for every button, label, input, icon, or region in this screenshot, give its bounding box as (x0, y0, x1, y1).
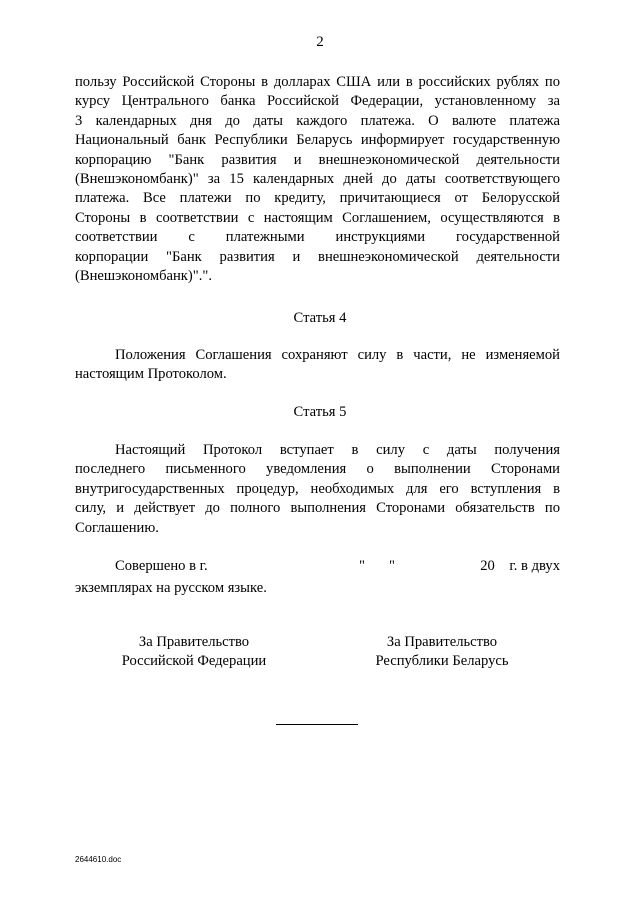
signature-line: Республики Беларусь (375, 653, 509, 670)
date-quote-close: " (389, 558, 395, 574)
signature-line: За Правительство (138, 634, 250, 650)
paragraph-line: 3 календарных дня до даты каждого платежа. О валюте платежа (75, 112, 560, 129)
paragraph-line: Стороны в соответствии с настоящим Соглашением, осуществляются в (75, 209, 560, 226)
article-5-text (75, 441, 560, 538)
paragraph-line: Настоящий Протокол вступает в силу с даты получения (115, 442, 560, 458)
end-separator-line (276, 724, 358, 725)
paragraph-line: пользу Российской Стороны в долларах США или в российских рублях по (75, 74, 560, 90)
date-quote-open: " (359, 558, 365, 574)
article-5-heading: Статья 5 (293, 404, 347, 420)
paragraph-line: экземплярах на русском языке. (75, 580, 267, 596)
paragraph-line: силу, и действует до полного выполнения Сторонами обязательств по (75, 500, 560, 517)
paragraph-line: платежа. Все платежи по кредиту, причитающиеся от Белорусской (75, 190, 560, 207)
paragraph-line: (Внешэкономбанк)" за 15 календарных дней до даты соответствующего (75, 170, 560, 187)
signature-line: Российской Федерации (121, 653, 267, 670)
paragraph-line: корпорацию "Банк развития и внешнеэкономической деятельности (75, 151, 560, 168)
paragraph-line: курсу Центрального банка Российской Федерации, установленному за (75, 93, 560, 110)
paragraph-line: настоящим Протоколом. (75, 366, 227, 383)
paragraph-line: (Внешэкономбанк)".". (75, 267, 212, 284)
done-at-prefix: Совершено в г. (115, 558, 208, 574)
signature-block-belarus (352, 633, 532, 672)
footer-doc-code: 2644610.doc (75, 855, 122, 864)
signature-line: За Правительство (386, 634, 498, 650)
done-at-second-line (75, 579, 560, 598)
page-number: 2 (316, 34, 324, 50)
signature-block-russia (104, 633, 284, 672)
paragraph-line: корпорации "Банк развития и внешнеэкономической деятельности (75, 248, 560, 265)
paragraph-line: последнего письменного уведомления о выполнении Сторонами (75, 461, 560, 478)
article-4-text (75, 346, 560, 385)
paragraph-line: Национальный банк Республики Беларусь информирует государственную (75, 132, 560, 149)
paragraph-line: Соглашению. (75, 519, 159, 536)
paragraph-continuation (75, 73, 560, 286)
paragraph-line: Положения Соглашения сохраняют силу в части, не изменяемой (115, 347, 560, 363)
done-at-year: 20 г. в двух (480, 558, 560, 574)
article-4-heading: Статья 4 (293, 310, 347, 326)
done-at-line (75, 558, 560, 578)
paragraph-line: внутригосударственных процедур, необходимых для его вступления в (75, 480, 560, 497)
paragraph-line: соответствии с платежными инструкциями государственной (75, 229, 560, 246)
